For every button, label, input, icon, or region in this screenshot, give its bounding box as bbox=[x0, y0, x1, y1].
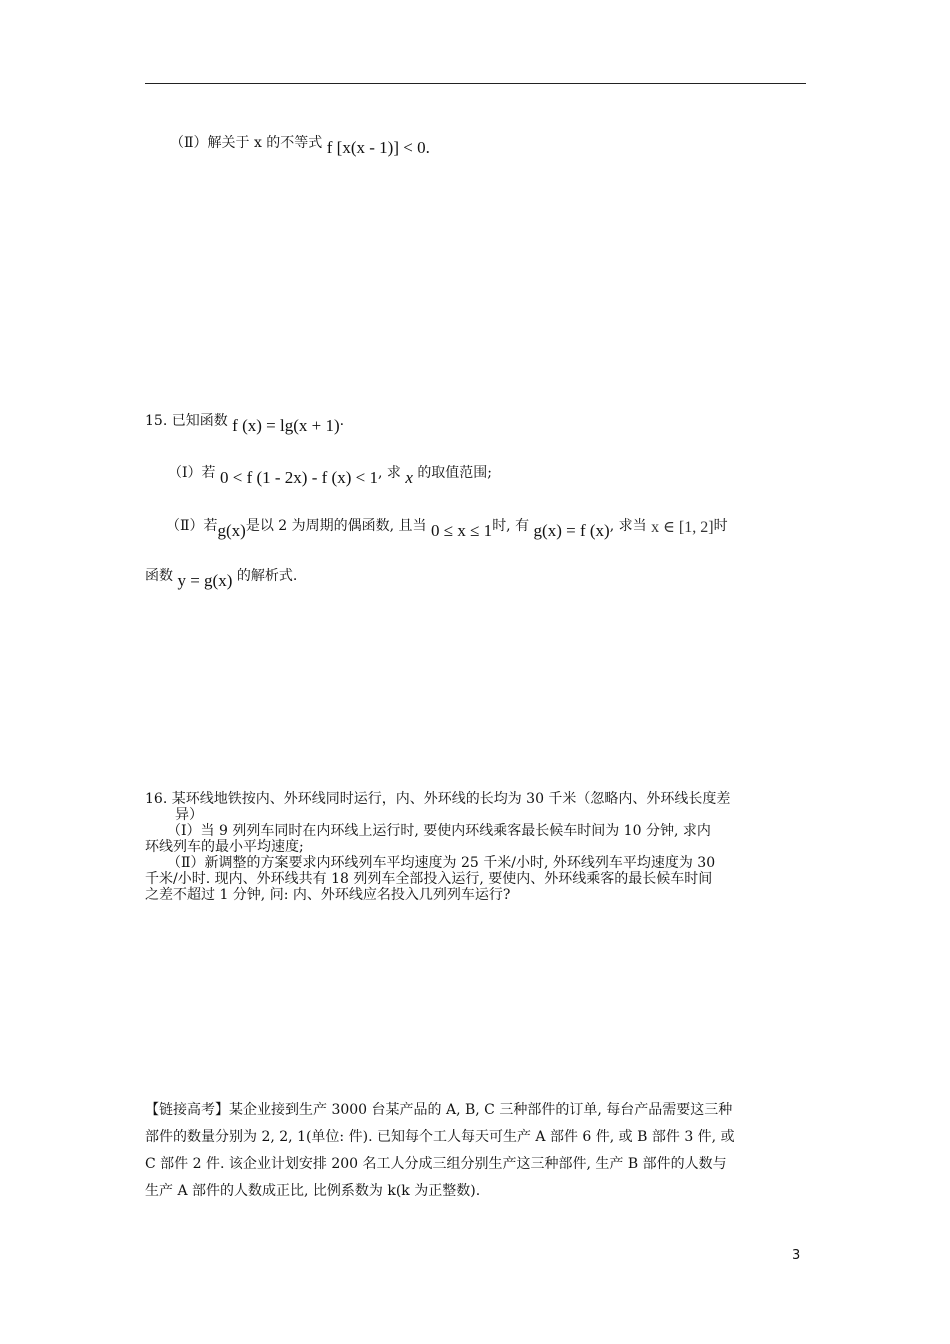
link-line4: 生产 A 部件的人数成正比, 比例系数为 k(k 为正整数). bbox=[145, 1183, 481, 1199]
link-gaokao bbox=[145, 1097, 810, 1205]
q15-part1-end: 的取值范围; bbox=[417, 465, 493, 481]
header-rule bbox=[145, 83, 806, 84]
q16-line1b: 异） bbox=[175, 807, 203, 823]
link-line1: 【链接高考】某企业接到生产 3000 台某产品的 A, B, C 三种部件的订单, 每台产品需要这三种 bbox=[145, 1102, 733, 1118]
q15-f-def-end: . bbox=[339, 413, 345, 429]
q15-part1-mid: , 求 bbox=[377, 465, 401, 481]
q15-intro-text: 15. 已知函数 bbox=[145, 413, 228, 429]
link-line3: C 部件 2 件. 该企业计划安排 200 名工人分成三组分别生产这三种部件, 生产 B 部件的人数与 bbox=[145, 1156, 727, 1172]
q14-part2 bbox=[170, 132, 430, 157]
q15-part2-label: （Ⅱ）若 bbox=[166, 518, 218, 534]
q14-part2-label: （Ⅱ）解关于 x 的不等式 bbox=[170, 135, 323, 151]
page-number: 3 bbox=[792, 1248, 801, 1263]
q15-part1 bbox=[168, 462, 493, 487]
q15-part2-line2-expr: y = g(x) bbox=[177, 571, 233, 590]
q16 bbox=[145, 791, 810, 903]
q15-part2-cond: 0 ≤ x ≤ 1 bbox=[431, 521, 493, 540]
link-line2: 部件的数量分别为 2, 2, 1(单位: 件). 已知每个工人每天可生产 A 部件 6 件, 或 B 部件 3 件, 或 bbox=[145, 1129, 735, 1145]
q15-part2-t4: 时 bbox=[713, 518, 728, 534]
q15-part2-range: x ∈ [1, 2] bbox=[651, 519, 714, 536]
q15-part2-line2-b: 的解析式. bbox=[236, 568, 298, 584]
q15-part2-g: g(x) bbox=[217, 521, 246, 540]
q15-part1-var: x bbox=[405, 468, 413, 487]
q14-part2-expr: f [x(x - 1)] < 0. bbox=[326, 138, 430, 157]
q16-p2-line3: 之差不超过 1 分钟, 问: 内、外环线应名投入几列列车运行? bbox=[145, 887, 511, 903]
q15-part2-eq: g(x) = f (x) bbox=[533, 521, 610, 540]
q15-part1-expr: 0 < f (1 - 2x) - f (x) < 1 bbox=[219, 468, 378, 487]
q15-part2-t1: 是以 2 为周期的偶函数, 且当 bbox=[245, 518, 427, 534]
q15-part1-label: （Ⅰ）若 bbox=[168, 465, 216, 481]
q15-part2-line2 bbox=[145, 565, 298, 590]
q15-part2-line2-a: 函数 bbox=[145, 568, 173, 584]
q16-p1-line2: 环线列车的最小平均速度; bbox=[145, 839, 304, 855]
q15-f-def: f (x) = lg(x + 1) bbox=[232, 416, 340, 435]
q15-part2-t2: 时, 有 bbox=[492, 518, 530, 534]
q16-p1-line1: （Ⅰ）当 9 列列车同时在内环线上运行时, 要使内环线乘客最长候车时间为 10 分钟, 求内 bbox=[167, 823, 711, 839]
q16-p2-line2: 千米/小时. 现内、外环线共有 18 列列车全部投入运行, 要使内、外环线乘客的最长候车时间 bbox=[145, 871, 713, 887]
q15-part2 bbox=[166, 515, 728, 540]
q16-p2-line1: （Ⅱ）新调整的方案要求内环线列车平均速度为 25 千米/小时, 外环线列车平均速度为 30 bbox=[167, 855, 716, 871]
q16-line1: 16. 某环线地铁按内、外环线同时运行，内、外环线的长均为 30 千米（忽略内、外环线长度差 bbox=[145, 791, 731, 807]
q15-part2-t3: , 求当 bbox=[609, 518, 647, 534]
q15-intro bbox=[145, 410, 345, 435]
